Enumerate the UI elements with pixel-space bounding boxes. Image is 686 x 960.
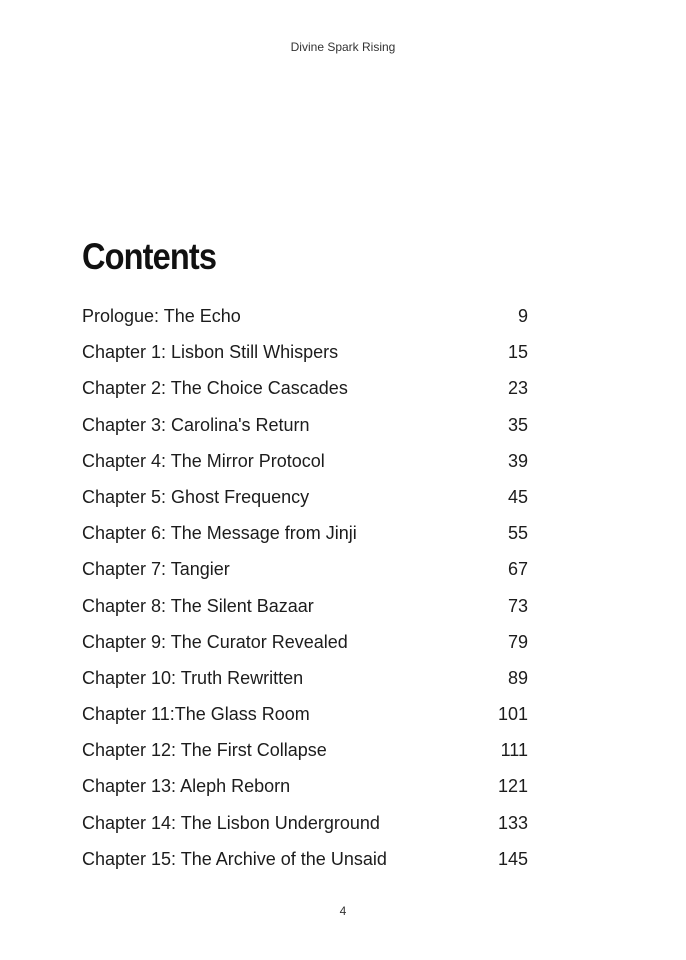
table-of-contents <box>82 306 528 885</box>
toc-entry[interactable] <box>82 306 528 342</box>
toc-entry-title: Chapter 14: The Lisbon Underground <box>82 812 380 833</box>
toc-entry-page: 35 <box>507 414 528 435</box>
running-header: Divine Spark Rising <box>290 40 396 54</box>
toc-entry[interactable] <box>82 378 528 414</box>
toc-entry-page: 133 <box>497 812 528 833</box>
toc-entry-title: Chapter 13: Aleph Reborn <box>82 776 291 797</box>
toc-entry-title: Prologue: The Echo <box>82 306 241 326</box>
toc-entry-title: Chapter 9: The Curator Revealed <box>82 631 348 652</box>
toc-entry-page: 145 <box>497 848 528 869</box>
toc-entry-title: Chapter 1: Lisbon Still Whispers <box>82 342 339 363</box>
toc-entry-title: Chapter 8: The Silent Bazaar <box>82 595 314 616</box>
toc-entry[interactable] <box>82 415 528 451</box>
toc-entry[interactable] <box>82 487 528 523</box>
toc-entry-page: 9 <box>517 306 528 326</box>
toc-entry[interactable] <box>82 704 528 740</box>
toc-entry-title: Chapter 10: Truth Rewritten <box>82 667 304 688</box>
toc-entry[interactable] <box>82 559 528 595</box>
toc-entry-title: Chapter 12: The First Collapse <box>82 740 327 761</box>
toc-entry[interactable] <box>82 813 528 849</box>
toc-entry-page: 111 <box>500 740 528 761</box>
toc-entry-page: 67 <box>507 559 528 580</box>
toc-entry[interactable] <box>82 776 528 812</box>
toc-entry-page: 79 <box>507 631 528 652</box>
toc-entry-page: 15 <box>507 342 528 363</box>
toc-entry-title: Chapter 5: Ghost Frequency <box>82 486 310 507</box>
toc-entry-page: 73 <box>507 595 528 616</box>
toc-entry-page: 121 <box>497 776 528 797</box>
toc-entry-title: Chapter 6: The Message from Jinji <box>82 523 357 544</box>
toc-entry-page: 39 <box>507 450 528 471</box>
toc-entry[interactable] <box>82 523 528 559</box>
page-number: 4 <box>339 904 347 918</box>
toc-entry[interactable] <box>82 849 528 885</box>
toc-entry-page: 45 <box>507 486 528 507</box>
toc-entry-page: 89 <box>507 667 528 688</box>
toc-entry-page: 101 <box>497 704 528 725</box>
toc-entry-page: 55 <box>507 523 528 544</box>
toc-entry-title: Chapter 4: The Mirror Protocol <box>82 450 325 471</box>
toc-entry[interactable] <box>82 632 528 668</box>
contents-heading: Contents <box>82 236 217 277</box>
toc-entry[interactable] <box>82 596 528 632</box>
toc-entry-title: Chapter 2: The Choice Cascades <box>82 378 348 399</box>
toc-entry-page: 23 <box>507 378 528 399</box>
toc-entry[interactable] <box>82 668 528 704</box>
toc-entry-title: Chapter 11:The Glass Room <box>82 704 310 725</box>
toc-entry-title: Chapter 3: Carolina's Return <box>82 414 310 435</box>
toc-entry[interactable] <box>82 342 528 378</box>
toc-entry-title: Chapter 15: The Archive of the Unsaid <box>82 848 387 869</box>
toc-entry[interactable] <box>82 740 528 776</box>
toc-entry-title: Chapter 7: Tangier <box>82 559 230 580</box>
toc-entry[interactable] <box>82 451 528 487</box>
